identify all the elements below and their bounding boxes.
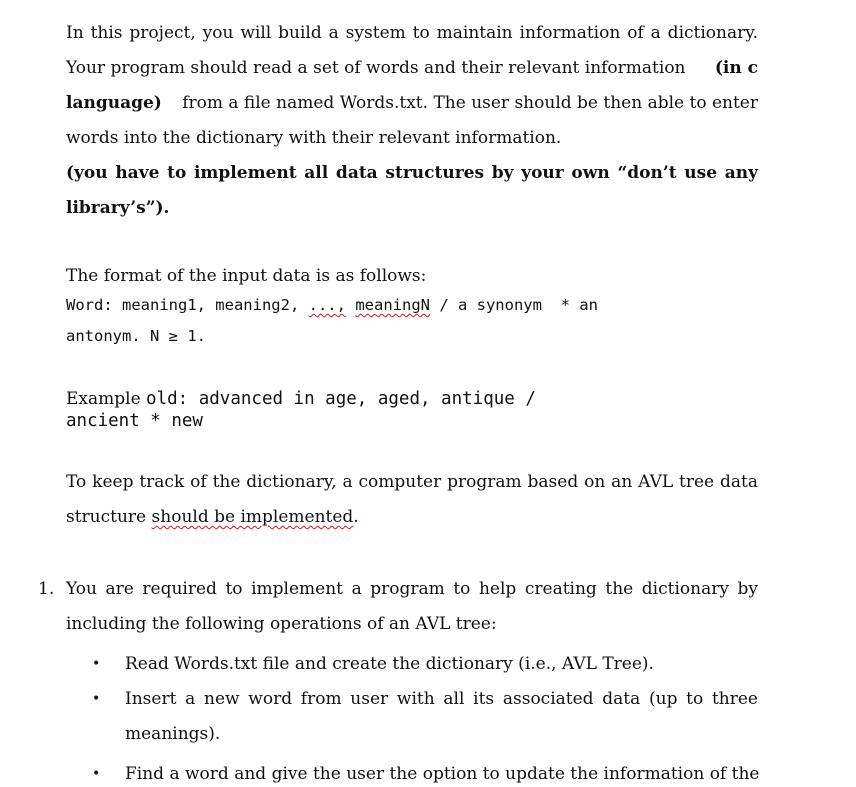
intro-line-2-text: Your program should read a set of words and their relevant information (66, 58, 686, 78)
format-code-line-1 (66, 294, 758, 316)
format-code-ellipsis: ... (308, 296, 337, 314)
format-code-meaningN: meaningN (355, 296, 430, 314)
bullet-item-1: Read Words.txt file and create the dictionary (i.e., AVL Tree). (125, 654, 654, 674)
format-code-space (346, 296, 355, 314)
example-code-2: ancient * new (66, 411, 203, 431)
list-number: 1. (38, 579, 55, 599)
intro-note-line-2: library’s”). (66, 198, 170, 218)
list-line-1: You are required to implement a program to help creating the dictionary by (66, 579, 758, 599)
format-heading: The format of the input data is as follows: (66, 266, 427, 286)
intro-line-3 (66, 92, 758, 114)
intro-note-line-1: (you have to implement all data structures by your own “don’t use any (66, 163, 758, 183)
avl-line-2 (66, 506, 758, 528)
intro-line-2-bold: (in c (714, 58, 758, 78)
bullet-icon: • (92, 656, 101, 672)
bullet-icon: • (92, 766, 101, 782)
avl-line-1: To keep track of the dictionary, a computer program based on an AVL tree data (66, 472, 758, 492)
example-code-1: old: advanced in age, aged, antique / (146, 389, 536, 409)
avl-line-2-a: structure (66, 507, 152, 527)
example-line-1 (66, 388, 758, 410)
bullet-item-2-line-1: Insert a new word from user with all its associated data (up to three (125, 689, 758, 709)
list-line-2: including the following operations of an AVL tree: (66, 614, 497, 634)
bullet-item-3-line-1: Find a word and give the user the option to update the information of the (125, 764, 760, 784)
intro-line-2 (66, 57, 758, 79)
example-label: Example (66, 389, 141, 409)
format-code-comma: , (336, 296, 346, 314)
format-code-line-2: antonym. N ≥ 1. (66, 327, 206, 345)
intro-line-3-bold: language) (66, 93, 162, 113)
format-code-synonym: / a synonym * an (429, 296, 598, 314)
bullet-icon: • (92, 691, 101, 707)
intro-line-4: words into the dictionary with their relevant information. (66, 128, 562, 148)
format-code-word: Word: meaning1, meaning2, (66, 296, 309, 314)
avl-line-2-period: . (353, 507, 359, 527)
bullet-item-2-line-2: meanings). (125, 724, 221, 744)
avl-line-2-squiggle: should be implemented (151, 507, 354, 527)
intro-line-1: In this project, you will build a system to maintain information of a dictionary. (66, 23, 758, 43)
intro-line-3-text: from a file named Words.txt. The user should be then able to enter (182, 93, 758, 113)
